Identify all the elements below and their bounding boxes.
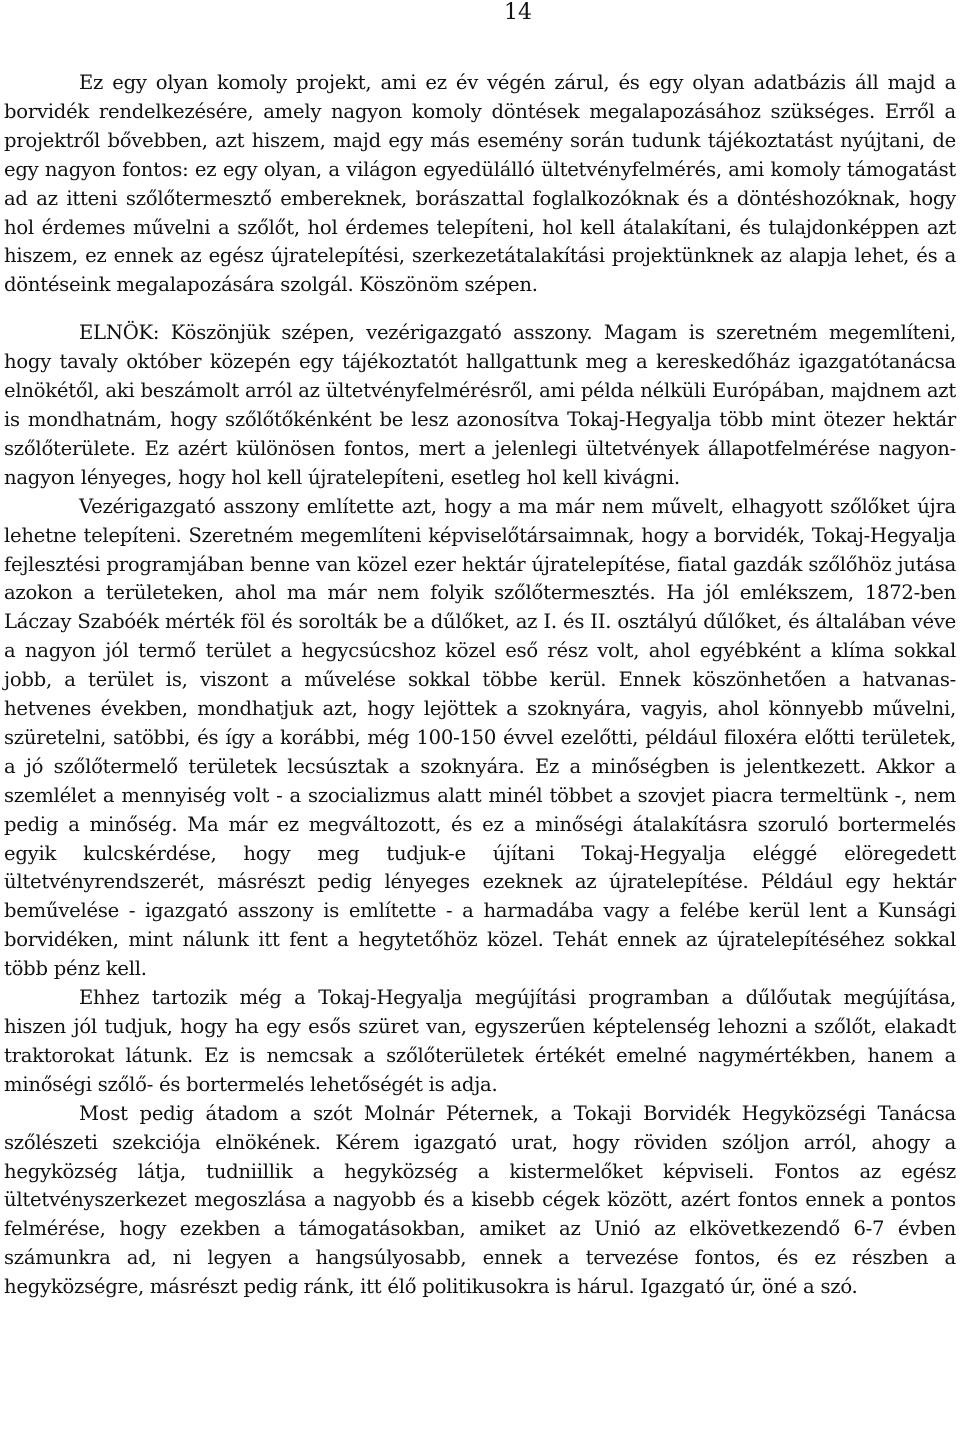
paragraph: ELNÖK: Köszönjük szépen, vezérigazgató asszony. Magam is szeretném megemlíteni, hogy tavaly október közepén egy tájékoztatót hallgattunk meg a kereskedőház igazgatótanácsa elnökétől, aki beszámolt arról az ültetvényfelmérésről, ami példa nélküli Európában, majdnem azt is mondhatnám, hogy szőlőtőkénként be lesz azonosítva Tokaj-Hegyalja több mint ötezer hektár szőlőterülete. Ez azért különösen fontos, mert a jelenlegi ültetvények állapotfelmérése nagyon-nagyon lényeges, hogy hol kell újratelepíteni, esetleg hol kell kivágni. bbox=[4, 321, 956, 489]
page-number: 14 bbox=[504, 0, 532, 25]
paragraph: Most pedig átadom a szót Molnár Péternek, a Tokaji Borvidék Hegyközségi Tanácsa szőlészeti szekciója elnökének. Kérem igazgató urat, hogy röviden szóljon arról, ahogy a hegyközség látja, tudniillik a hegyközség a kistermelőket képviseli. Fontos az egész ültetvényszerkezet megoszlása a nagyobb és a kisebb cégek között, azért fontos ennek a pontos felmérése, hogy ezekben a támogatásokban, amiket az Unió az elkövetkezendő 6-7 évben számunkra ad, ni legyen a hangsúlyosabb, ennek a tervezése fontos, és ez részben a hegyközségre, másrészt pedig ránk, itt élő politikusokra is hárul. Igazgató úr, öné a szó. bbox=[4, 1101, 956, 1299]
paragraph: Ez egy olyan komoly projekt, ami ez év végén zárul, és egy olyan adatbázis áll majd a borvidék rendelkezésére, amely nagyon komoly döntések megalapozásához szükséges. Erről a projektről bővebben, azt hiszem, majd egy más esemény során tudunk tájékoztatást nyújtani, de egy nagyon fontos: ez egy olyan, a világon egyedülálló ültetvényfelmérés, ami komoly támogatást ad az itteni szőlőtermesztő embereknek, borászattal foglalkozóknak és a döntéshozóknak, hogy hol érdemes művelni a szőlőt, hol érdemes telepíteni, hol kell átalakítani, és tulajdonképpen azt hiszem, ez ennek az egész újratelepítési, szerkezetátalakítási projektünknek az alapja lehet, és a döntéseink megalapozására szolgál. Köszönöm szépen. bbox=[4, 71, 956, 297]
paragraph: Vezérigazgató asszony említette azt, hogy a ma már nem művelt, elhagyott szőlőket újra lehetne telepíteni. Szeretném megemlíteni képviselőtársaimnak, hogy a borvidék, Tokaj-Hegyalja fejlesztési programjában benne van közel ezer hektár újratelepítése, fiatal gazdák szőlőhöz jutása azokon a területeken, ahol ma már nem folyik szőlőtermesztés. Ha jól emlékszem, 1872-ben Láczay Szabóék mérték föl és sorolták be a dűlőket, az I. és II. osztályú dűlőket, és általában véve a nagyon jól termő terület a hegycsúcshoz közel eső rész volt, ahol egyébként a klíma sokkal jobb, a terület is, viszont a művelése sokkal többe kerül. Ennek köszönhetően a hatvanas-hetvenes években, mondhatjuk azt, hogy lejöttek a szoknyára, vagyis, ahol könnyebb művelni, szüretelni, satöbbi, és így a korábbi, még 100-150 évvel ezelőtti, például filoxéra előtti területek, a jó szőlőtermelő területek lecsúsztak a szoknyára. Ez a minőségben is jelentkezett. Akkor a szemlélet a mennyiség volt - a szocializmus alatt minél többet a szovjet piacra termeltünk -, nem pedig a minőség. Ma már ez megváltozott, és ez a minőségi átalakításra szoruló bortermelés egyik kulcskérdése, hogy meg tudjuk-e újítani Tokaj-Hegyalja eléggé elöregedett ültetvényrendszerét, másrészt pedig lényeges ezeknek az újratelepítése. Például egy hektár beművelése - igazgató asszony is említette - a harmadába vagy a felébe kerül lent a Kunsági borvidéken, mint nálunk itt fent a hegytetőhöz közel. Tehát ennek az újratelepítéséhez sokkal több pénz kell. bbox=[4, 494, 956, 981]
page-body bbox=[4, 69, 956, 1302]
paragraph: Ehhez tartozik még a Tokaj-Hegyalja megújítási programban a dűlőutak megújítása, hiszen jól tudjuk, hogy ha egy esős szüret van, egyszerűen képtelenség lehozni a szőlőt, elakadt traktorokat látunk. Ez is nemcsak a szőlőterületek értékét emelné nagymértékben, hanem a minőségi szőlő- és bortermelés lehetőségét is adja. bbox=[4, 986, 956, 1096]
